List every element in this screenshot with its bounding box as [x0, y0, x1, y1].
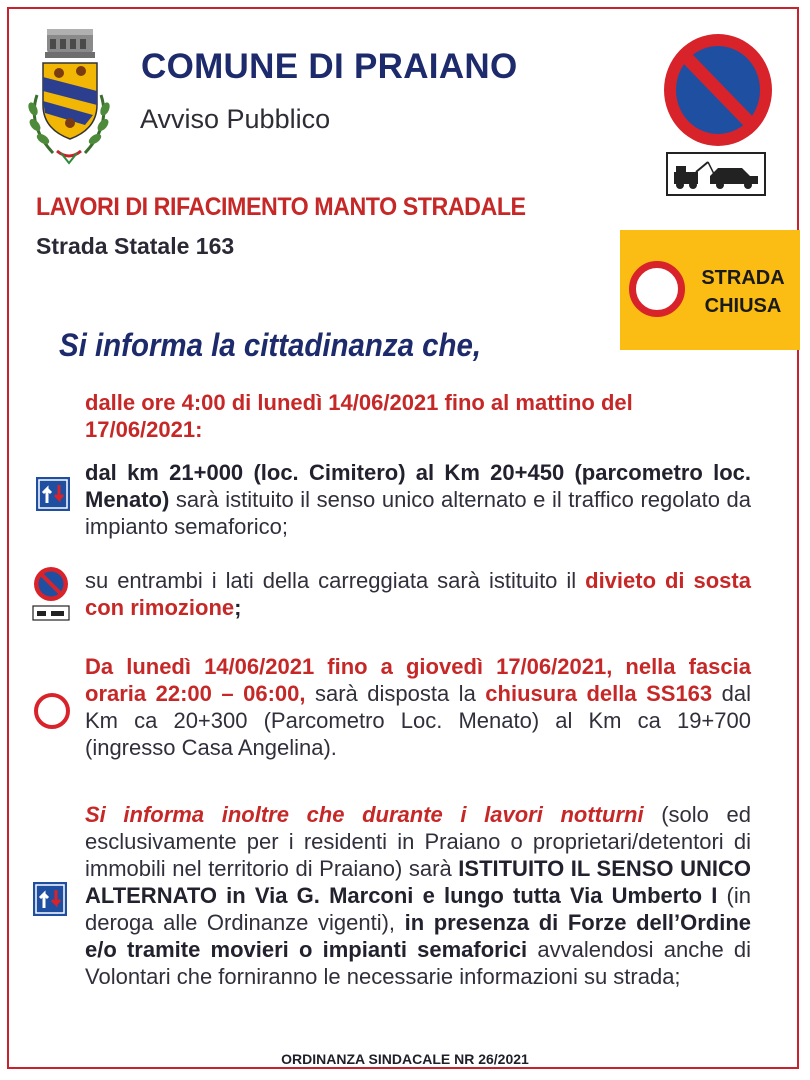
- night-works-paragraph: [85, 801, 751, 990]
- date-range-line2: 17/06/2021:: [85, 417, 203, 442]
- night-works-text-3: avvalendosi anche di Volontari che forniranno le necessarie informazioni su strada;: [85, 937, 752, 989]
- road-closed-sign: [620, 230, 800, 350]
- date-range-paragraph: [85, 389, 685, 443]
- road-closed-label: [690, 264, 796, 320]
- intro-heading: Si informa la cittadinanza che,: [59, 327, 482, 363]
- no-parking-icon: [661, 31, 775, 149]
- alternating-traffic-paragraph: [85, 459, 751, 540]
- closure-highlight: chiusura della SS163: [485, 681, 713, 706]
- night-closure-paragraph: [85, 653, 751, 761]
- closure-text-2: dal Km ca 20+300 (Parcometro Loc. Menato) al Km ca 19+700 (ingresso Casa Angelina).: [85, 681, 751, 760]
- no-parking-tow-icon: [31, 566, 71, 622]
- coat-of-arms-icon: [23, 25, 115, 165]
- no-entry-ring-icon: [629, 261, 685, 317]
- date-range-line1: dalle ore 4:00 di lunedì 14/06/2021 fino al mattino del: [85, 390, 633, 415]
- no-parking-text: su entrambi i lati della carreggiata sarà istituito il: [85, 568, 586, 593]
- ordinance-footer: ORDINANZA SINDACALE NR 26/2021: [281, 1051, 529, 1067]
- night-works-text-2: (in deroga alle Ordinanze vigenti),: [85, 883, 751, 935]
- night-works-bold-2: in presenza di Forze dell’Ordine e/o tramite movieri o impianti semaforici: [85, 910, 751, 962]
- road-closed-line2: CHIUSA: [704, 295, 782, 317]
- no-parking-end: ;: [234, 595, 242, 620]
- two-way-traffic-icon: [36, 477, 70, 511]
- night-works-bold-1: ISTITUITO IL SENSO UNICO ALTERNATO in Via G. Marconi e lungo tutta Via Umberto I: [85, 856, 752, 908]
- night-works-text-1: (solo ed esclusivamente per i residenti in Praiano o proprietari/detentori di immobili nel territorio di Praiano) sarà: [85, 802, 751, 881]
- closure-period-text: Da lunedì 14/06/2021 fino a giovedì 17/06/2021, nella fascia oraria 22:00 – 06:00,: [85, 654, 751, 706]
- road-name: Strada Statale 163: [36, 233, 235, 259]
- no-parking-paragraph: [85, 567, 751, 621]
- km-range-text: dal km 21+000 (loc. Cimitero) al Km 20+450 (parcometro loc. Menato): [85, 460, 751, 512]
- no-entry-ring-icon: [34, 693, 70, 729]
- works-title: LAVORI DI RIFACIMENTO MANTO STRADALE: [36, 193, 526, 221]
- road-closed-line1: STRADA: [701, 267, 785, 289]
- tow-truck-icon: [666, 152, 766, 196]
- closure-text-1: sarà disposta la: [305, 681, 486, 706]
- town-title: COMUNE DI PRAIANO: [141, 47, 518, 86]
- alternating-traffic-text: sarà istituito il senso unico alternato e il traffico regolato da impianto semaforico;: [85, 487, 751, 539]
- night-works-lead: Si informa inoltre che durante i lavori notturni: [85, 802, 644, 827]
- notice-page: [7, 7, 799, 1069]
- no-parking-highlight: divieto di sosta con rimozione: [85, 568, 751, 620]
- two-way-traffic-icon: [33, 882, 67, 916]
- notice-subtitle: Avviso Pubblico: [140, 104, 331, 134]
